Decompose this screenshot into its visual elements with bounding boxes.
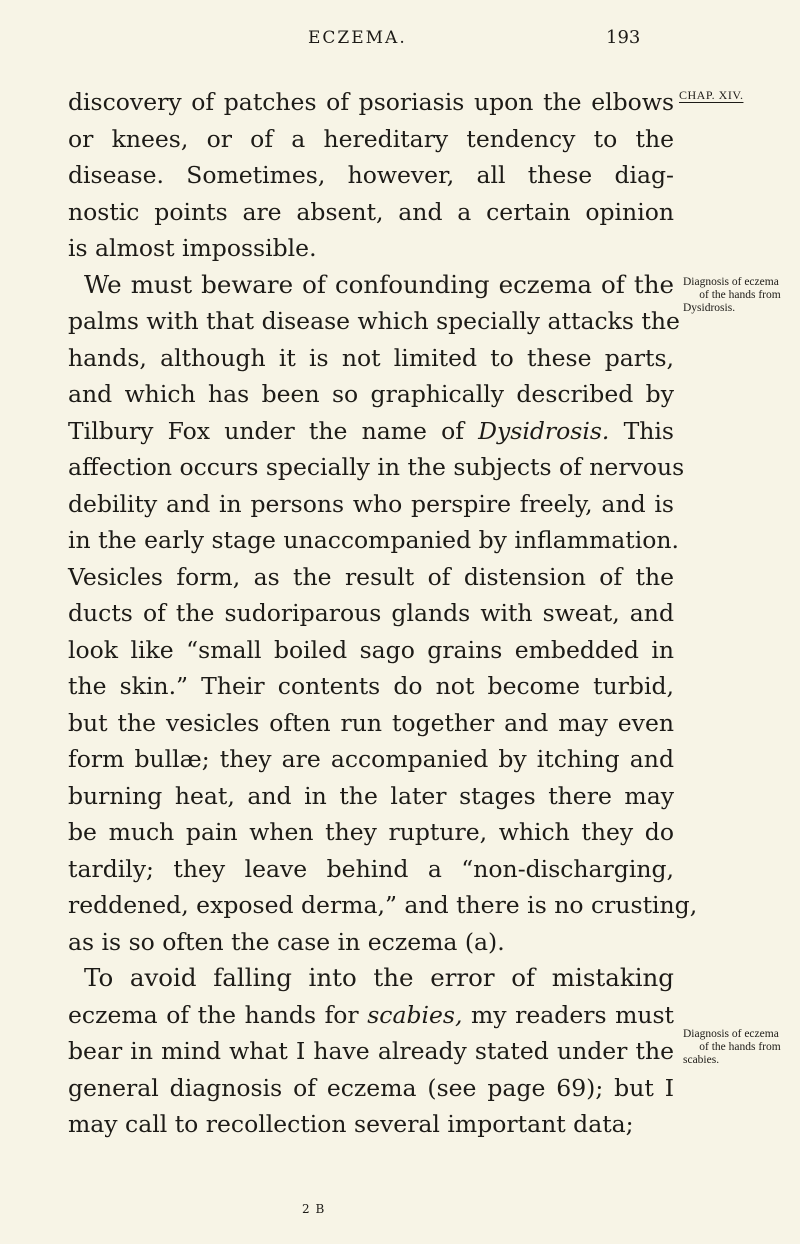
text-segment: Tilbury Fox under the name of xyxy=(68,416,479,445)
text-line: general diagnosis of eczema (see page 69); but I xyxy=(68,1073,674,1102)
margin-note-line: Diagnosis of eczema xyxy=(683,1028,779,1040)
text-line: look like “small boiled sago grains embedded in xyxy=(68,635,674,664)
text-line: nostic points are absent, and a certain opinion xyxy=(68,197,674,226)
text-line: bear in mind what I have already stated under the xyxy=(68,1037,674,1065)
page-header xyxy=(0,28,800,58)
margin-note-line: Diagnosis of eczema xyxy=(683,276,779,288)
signature-mark: 2 B xyxy=(302,1202,326,1216)
term-scabies: scabies, xyxy=(367,1000,463,1029)
text-line xyxy=(68,413,674,450)
text-line: and which has been so graphically described by xyxy=(68,380,674,408)
text-segment: my readers must xyxy=(462,1000,674,1029)
term-dysidrosis: Dysidrosis. xyxy=(478,416,610,445)
text-line: in the early stage unaccompanied by inflammation. xyxy=(68,526,679,554)
text-line: is almost impossible. xyxy=(68,234,317,262)
margin-note-scabies xyxy=(683,1028,797,1067)
chapter-label: CHAP. XIV. xyxy=(679,88,744,102)
running-head: ECZEMA. xyxy=(308,28,407,48)
text-segment: eczema of the hands for xyxy=(68,1000,368,1029)
margin-note-dysidrosis xyxy=(683,276,797,315)
text-line: palms with that disease which specially attacks the xyxy=(68,307,680,335)
text-line: debility and in persons who perspire freely, and is xyxy=(68,489,674,518)
text-line: form bullæ; they are accompanied by itching and xyxy=(68,745,674,773)
margin-note-line: of the hands from xyxy=(699,289,781,301)
text-line: disease. Sometimes, however, all these diag- xyxy=(68,161,674,189)
text-segment: This xyxy=(609,416,674,445)
text-line: We must beware of confounding eczema of the xyxy=(84,269,674,299)
text-line: hands, although it is not limited to these parts, xyxy=(68,343,674,372)
margin-note-line: scabies. xyxy=(683,1054,720,1066)
text-line: affection occurs specially in the subjects of nervous xyxy=(68,453,685,481)
text-line: but the vesicles often run together and may even xyxy=(68,708,674,737)
text-line: tardily; they leave behind a “non-discharging, xyxy=(68,854,674,883)
text-line: the skin.” Their contents do not become turbid, xyxy=(68,672,674,700)
text-line: Vesicles form, as the result of distension of the xyxy=(68,562,674,591)
margin-note-line: Dysidrosis. xyxy=(683,302,736,314)
chapter-marker xyxy=(679,88,743,103)
text-line: or knees, or of a hereditary tendency to the xyxy=(68,124,674,153)
text-line: discovery of patches of psoriasis upon the elbows xyxy=(68,88,674,116)
margin-note-line: of the hands from xyxy=(699,1041,781,1053)
text-line: as is so often the case in eczema (a). xyxy=(68,927,505,956)
text-line: reddened, exposed derma,” and there is no crusting, xyxy=(68,891,698,919)
body-text xyxy=(68,84,698,1143)
text-line xyxy=(68,997,674,1034)
text-line: ducts of the sudoriparous glands with sweat, and xyxy=(68,599,674,627)
text-line: be much pain when they rupture, which they do xyxy=(68,818,674,846)
text-line: To avoid falling into the error of mistaking xyxy=(84,963,674,992)
text-line: burning heat, and in the later stages there may xyxy=(68,781,674,810)
page-number: 193 xyxy=(606,27,641,48)
text-line: may call to recollection several important data; xyxy=(68,1110,634,1138)
